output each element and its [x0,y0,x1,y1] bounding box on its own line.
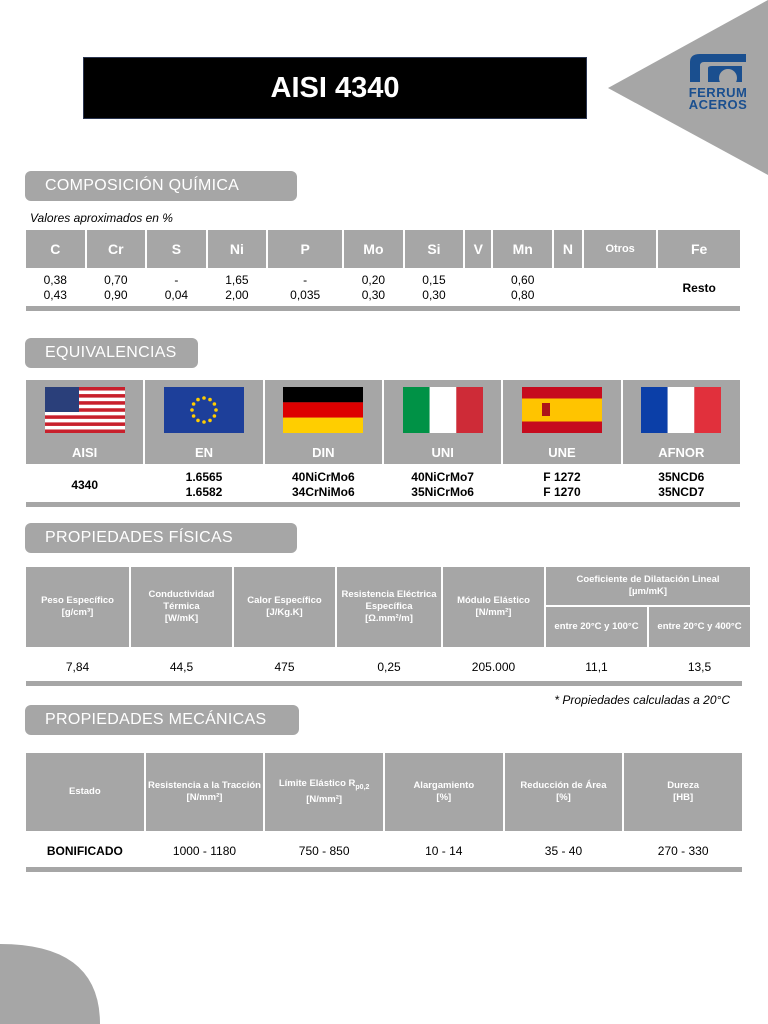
comp-min: 0,60 [511,273,535,287]
corner-circle [0,944,100,1024]
mechanical-rule [26,867,742,872]
standard-name: EN [145,440,262,464]
physical-rule [26,681,742,686]
phys-value: 205.000 [471,660,516,674]
comp-cell [147,268,206,304]
equivalence-value: 35NCD7 [658,485,705,499]
equivalence-value: 4340 [71,477,99,492]
mechanical-table [24,753,744,871]
header-label: Límite Elástico R [278,778,356,790]
comp-cell [493,268,552,304]
phys-value: 44,5 [169,660,194,674]
equivalence-value: F 1272 [543,470,581,484]
comp-min: - [174,273,179,287]
comp-max: 0,90 [104,288,128,302]
header-unit: [%] [556,792,571,803]
comp-max: 0,30 [422,288,446,302]
equivalence-cell [503,464,620,501]
composition-rule [26,306,740,311]
phys-header-heat [234,567,335,647]
logo-line1: FERRUM [688,85,748,100]
header-label: Conductividad Térmica [148,589,215,612]
equivalence-value: 35NiCrMo6 [411,485,474,499]
composition-heading: COMPOSICIÓN QUÍMICA [25,171,297,201]
standard-name: UNI [384,440,501,464]
phys-header-modulus [443,567,544,647]
comp-cell [584,268,656,304]
header-unit: [W/mK] [164,613,199,624]
header-label: Módulo Elástico [457,595,530,606]
header-unit: [%] [436,792,452,803]
header-unit: [g/cm³] [61,607,94,618]
phys-value: 7,84 [65,660,90,674]
standard-name: AISI [26,440,143,464]
phys-value: 11,1 [585,660,608,674]
comp-header: Mn [512,241,533,257]
phys-header-coef-400: entre 20°C y 400°C [649,607,750,647]
comp-fe-value: Resto [682,280,716,295]
header-unit: [N/mm²] [186,792,223,803]
physical-footnote: * Propiedades calculadas a 20°C [554,693,730,707]
flag-cell [503,380,620,440]
comp-header: Si [427,241,441,257]
comp-header: Cr [108,241,124,257]
equivalence-value: 34CrNiMo6 [291,485,355,499]
header-label: Resistencia Eléctrica Específica [341,589,437,612]
header-label: Coeficiente de Dilatación Lineal [576,574,720,585]
mech-value: 750 - 850 [298,844,350,858]
comp-header: N [562,241,574,257]
mech-header-elongation [385,753,503,831]
comp-header: V [473,241,483,257]
phys-header-conductivity [131,567,232,647]
equivalence-value: 35NCD6 [658,470,705,484]
mech-value: 35 - 40 [544,844,583,858]
comp-min: 1,65 [225,273,249,287]
flag-cell [623,380,740,440]
phys-value: 0,25 [377,660,401,674]
header-label: Alargamiento [413,780,475,791]
comp-cell [268,268,342,304]
composition-table [24,230,742,304]
spain-flag-icon [522,387,602,433]
ferrum-logo-icon [686,52,750,82]
eu-flag-icon [164,387,244,433]
comp-min: 0,70 [104,273,128,287]
equivalence-cell [623,464,740,501]
comp-max: 0,80 [511,288,535,302]
composition-note: Valores aproximados en % [30,211,173,225]
comp-header: Mo [363,241,384,257]
comp-min: 0,38 [43,273,67,287]
germany-flag-icon [283,387,363,433]
mechanical-heading: PROPIEDADES MECÁNICAS [25,705,299,735]
mech-header-tensile [146,753,264,831]
mech-header-hardness [624,753,742,831]
mech-header-yield [265,753,383,831]
equivalence-value: 40NiCrMo6 [291,470,355,484]
mech-value: 10 - 14 [425,844,463,858]
comp-max: 0,30 [361,288,386,302]
comp-max: 2,00 [225,288,249,302]
comp-cell [26,268,85,304]
header-label: Dureza [667,780,699,791]
equivalences-table [24,380,742,501]
header-unit: [HB] [673,792,694,803]
phys-value: 475 [274,660,295,674]
france-flag-icon [641,387,721,433]
flag-cell [145,380,262,440]
phys-header-resistivity [337,567,441,647]
page-title: AISI 4340 [83,57,587,119]
header-subscript: p0,2 [355,783,370,791]
comp-max: 0,035 [290,288,321,302]
comp-header: Otros [605,243,635,255]
equivalences-heading: EQUIVALENCIAS [25,338,198,368]
equivalences-rule [26,502,740,507]
header-label: Reducción de Área [520,780,607,791]
flag-cell [384,380,501,440]
standard-name: AFNOR [623,440,740,464]
comp-header: C [50,241,61,257]
comp-header: Ni [229,241,244,257]
standard-name: DIN [265,440,382,464]
comp-cell [465,268,491,304]
equivalence-value: 1.6565 [185,470,223,484]
logo [686,52,750,111]
comp-header: S [171,241,182,257]
comp-header: Fe [690,241,708,257]
comp-min: 0,20 [361,273,386,287]
comp-min: 0,15 [422,273,446,287]
mech-value: 1000 - 1180 [172,844,237,858]
comp-cell [405,268,464,304]
header-unit: [J/Kg.K] [266,607,303,618]
physical-table [24,567,752,687]
equivalence-cell [265,464,382,501]
mech-value: BONIFICADO [46,844,123,858]
header-unit: [Ω.mm²/m] [365,613,413,624]
phys-header-weight [26,567,129,647]
phys-value: 13,5 [687,660,712,674]
usa-flag-icon [45,387,125,433]
phys-header-coef-100: entre 20°C y 100°C [546,607,647,647]
header-unit: [N/mm²] [306,793,343,805]
comp-max: 0,43 [43,288,67,302]
header-label: Peso Específico [41,595,114,606]
header-label: Resistencia a la Tracción [147,780,261,791]
equivalence-cell [384,464,501,501]
header-label: Calor Específico [247,595,322,606]
italy-flag-icon [403,387,483,433]
flag-cell [26,380,143,440]
logo-line2: ACEROS [688,97,748,112]
flag-cell [265,380,382,440]
equivalence-cell [145,464,262,501]
header-unit: [µm/mK] [628,586,668,597]
mech-value: 270 - 330 [657,844,709,858]
comp-max: 0,04 [164,288,189,302]
phys-header-coefficient [546,567,750,607]
comp-cell [87,268,146,304]
equivalence-value: F 1270 [543,485,581,499]
header-unit: [N/mm²] [475,607,512,618]
equivalence-cell [26,464,143,501]
comp-cell [554,268,582,304]
comp-min: - [303,273,308,287]
equivalence-value: 1.6582 [185,485,223,499]
standard-name: UNE [503,440,620,464]
mech-header-state: Estado [26,753,144,831]
equivalence-value: 40NiCrMo7 [411,470,474,484]
comp-cell [208,268,267,304]
physical-heading: PROPIEDADES FÍSICAS [25,523,297,553]
comp-cell [344,268,403,304]
mech-header-area [505,753,623,831]
comp-header: P [300,241,310,257]
